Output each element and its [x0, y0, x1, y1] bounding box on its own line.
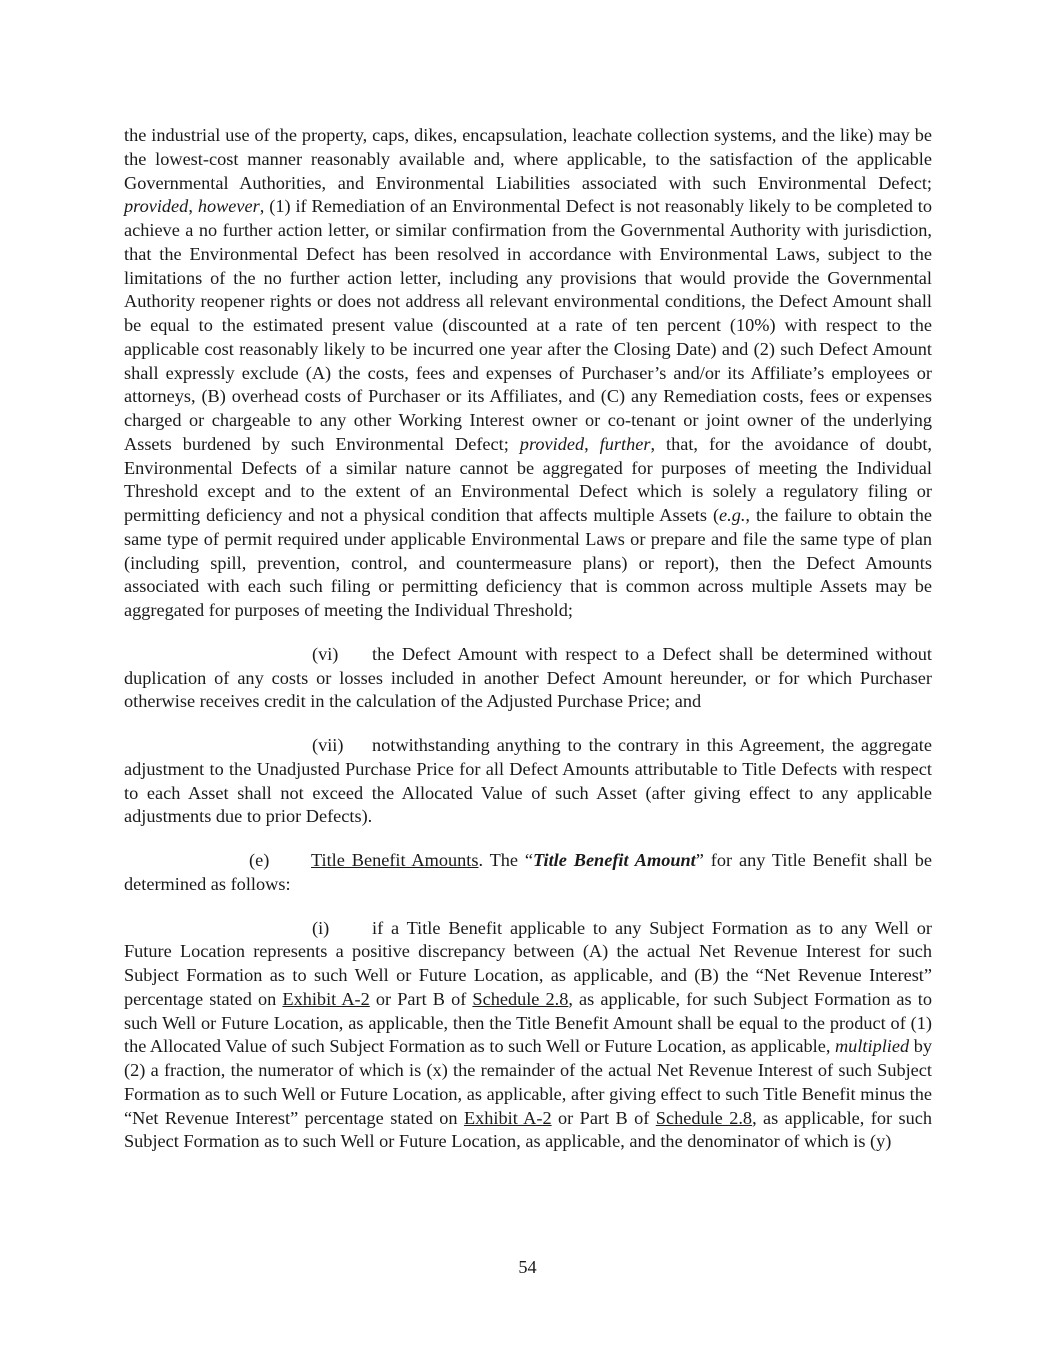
multiplied-term: multiplied: [834, 1036, 910, 1057]
schedule-2-8-reference: Schedule 2.8: [472, 988, 569, 1009]
page-number: 54: [518, 1257, 537, 1277]
clause-vi-text: the Defect Amount with respect to a Defect shall be determined without duplication of any costs or losses included in another Defect Amount hereunder, or for which Purchaser otherwise receives credit in the calculation of the Adjusted Purchase Price; and: [124, 643, 932, 712]
continuation-paragraph: [124, 124, 932, 623]
section-e-rest: ” for any Title Benefit shall be determined as follows:: [124, 850, 933, 894]
clause-vii-text: notwithstanding anything to the contrary in this Agreement, the aggregate adjustment to the Unadjusted Purchase Price for all Defect Amounts attributable to Title Defects with respect to each Asset shall not exceed the Allocated Value of such Asset (after giving effect to any applicable adjustments due to prior Defects).: [124, 735, 932, 827]
section-e-label: (e): [249, 850, 270, 870]
clause-i-text-4: by (2) a fraction, the numerator of which is (x) the remainder of the actual Net Revenue Interest of such Subject Formation as to such Well or Future Location, as applicable, after giving effect to such Title Benefit minus the “Net Revenue Interest” percentage stated on: [124, 1036, 932, 1128]
section-e-after-heading: . The “: [478, 850, 534, 870]
provided-term: provided: [124, 196, 189, 217]
clause-i-text-1: if a Title Benefit applicable to any Subject Formation as to any Well or Future Location represents a positive discrepancy between (A) the actual Net Revenue Interest for such Subject Formation as to such Well or Future Location, as applicable, and (B) the “Net Revenue Interest” percentage stated on: [124, 917, 932, 1009]
continuation-text-b: , (1) if Remediation of an Environmental Defect is not reasonably likely to be completed to achieve a no further action letter, or similar confirmation from the Governmental Authority with jurisdiction, that the Environmental Defect has been resolved in accordance with Environmental Laws, subject to the limitations of the no further action letter, including any provisions that would provide the Governmental Authority reopener rights or does not address all relevant environmental conditions, the Defect Amount shall be equal to the estimated present value (discounted at a rate of ten percent (10%) with respect to the applicable cost reasonably likely to be incurred one year after the Closing Date) and (2) such Defect Amount shall expressly exclude (A) the costs, fees and expenses of Purchaser’s and/or its Affiliate’s employees or attorneys, (B) overhead costs of Purchaser or its Affiliates, and (C) any Remediation costs, fees or expenses charged or chargeable to any other Working Interest owner or co-tenant or joint owner of the underlying Assets burdened by such Environmental Defect;: [124, 196, 933, 454]
continuation-text-a: the industrial use of the property, caps, dikes, encapsulation, leachate collection systems, and the like) may be the lowest-cost manner reasonably available and, where applicable, to the satisfaction of the applicable Governmental Authorities, and Environmental Liabilities associated with such Environmental Defect;: [124, 125, 932, 193]
document-page: [124, 124, 932, 1154]
clause-i-text-3: , as applicable, for such Subject Formation as to such Well or Future Location, as applicable, then the Title Benefit Amount shall be equal to the product of (1) the Allocated Value of such Subject Formation as to such Well or Future Location, as applicable,: [124, 988, 932, 1057]
clause-i-label: (i): [312, 917, 330, 938]
section-e: [124, 849, 932, 897]
clause-i-text-5: or Part B of: [551, 1107, 656, 1128]
clause-vii-label: (vii): [312, 735, 344, 755]
clause-vi-label: (vi): [312, 643, 339, 664]
clause-i-text-2: or Part B of: [369, 988, 473, 1009]
exhibit-a2-reference: Exhibit A-2: [282, 988, 370, 1009]
however-term: however: [197, 196, 260, 217]
schedule-2-8-reference-2: Schedule 2.8: [655, 1107, 753, 1128]
clause-vi: [124, 643, 932, 714]
clause-vii: [124, 734, 932, 829]
continuation-text-c: , that, for the avoidance of doubt, Environmental Defects of a similar nature cannot be aggregated for purposes of meeting the Individual Threshold except and to the extent of an Environmental Defect which is solely a regulatory filing or permitting deficiency and not a physical condition that affects multiple Assets (: [124, 433, 933, 525]
comma-2: ,: [584, 433, 600, 454]
clause-i-text-6: , as applicable, for such Subject Formation as to such Well or Future Location, as applicable, and the denominator of which is (y): [124, 1107, 933, 1152]
eg-term: e.g.,: [719, 505, 750, 525]
defined-term-title-benefit-amount: Title Benefit Amount: [533, 850, 696, 870]
section-e-heading: Title Benefit Amounts: [311, 850, 479, 870]
comma: ,: [188, 196, 198, 217]
further-term: further: [599, 433, 651, 454]
provided-term-2: provided: [519, 433, 585, 454]
clause-i: [124, 917, 932, 1155]
exhibit-a2-reference-2: Exhibit A-2: [463, 1107, 552, 1128]
continuation-text-d: the failure to obtain the same type of permit required under applicable Environmental Laws or prepare and file the same type of plan (including spill, prevention, control, and countermeasure plans) or report), then the Defect Amounts associated with each such filing or permitting deficiency that is common across multiple Assets may be aggregated for purposes of meeting the Individual Threshold;: [124, 505, 932, 620]
